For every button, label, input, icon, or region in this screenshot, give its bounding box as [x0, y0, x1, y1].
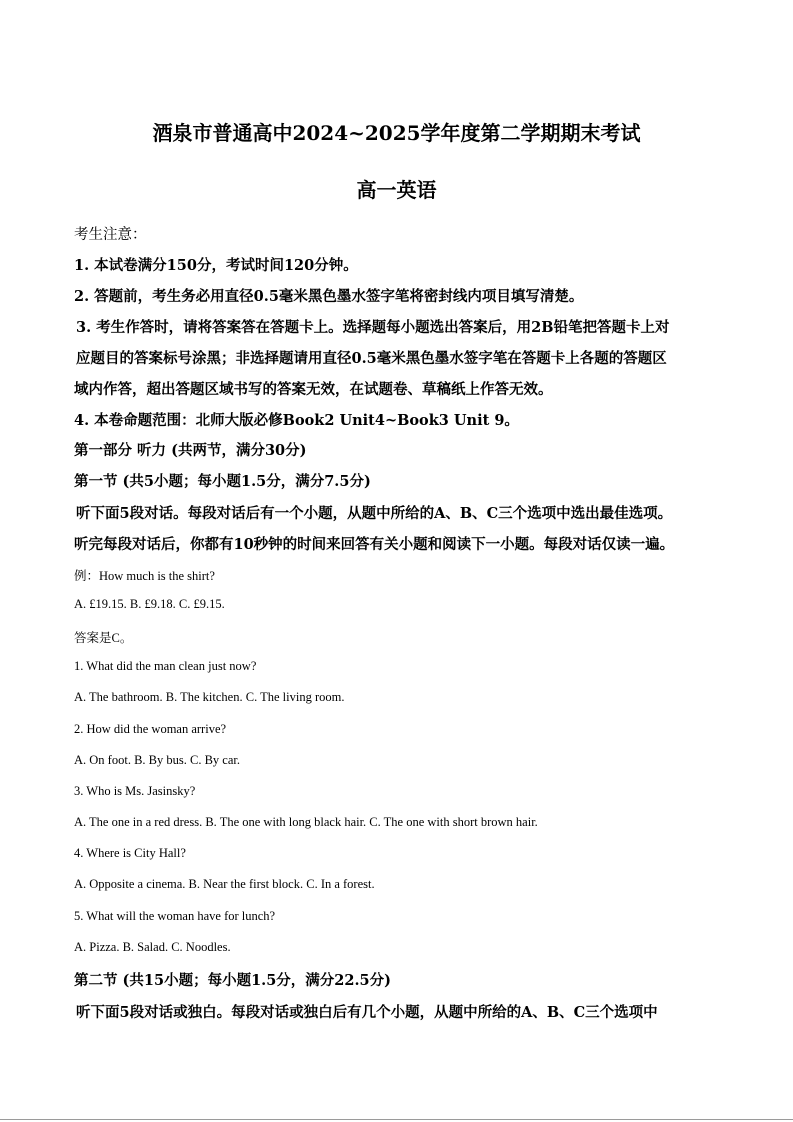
- notice-heading: 考生注意：: [74, 227, 147, 243]
- question-3-options: A. The one in a red dress. B. The one with long black hair. C. The one with short brown hair.: [74, 815, 538, 829]
- section-2-heading: 第二节 (共15小题；每小题1.5分，满分22.5分): [74, 972, 391, 989]
- notice-item-3-line-3: 域内作答，超出答题区域书写的答案无效，在试题卷、草稿纸上作答无效。: [74, 381, 553, 398]
- question-1: 1. What did the man clean just now?: [74, 659, 257, 673]
- question-2: 2. How did the woman arrive?: [74, 722, 227, 736]
- exam-title: 酒泉市普通高中2024~2025学年度第二学期期末考试: [152, 121, 641, 145]
- exam-subject: 高一英语: [356, 178, 437, 202]
- notice-item-1: 1. 本试卷满分150分，考试时间120分钟。: [74, 257, 358, 274]
- example-options: A. £19.15. B. £9.18. C. £9.15.: [74, 597, 225, 611]
- example-question: 例：How much is the shirt?: [74, 569, 215, 583]
- question-4-options: A. Opposite a cinema. B. Near the first block. C. In a forest.: [74, 877, 375, 891]
- question-4: 4. Where is City Hall?: [74, 846, 186, 860]
- page-bottom-rule: [0, 1119, 793, 1120]
- part-1-heading: 第一部分 听力 (共两节，满分30分): [74, 442, 307, 459]
- section-1-instruction-line-1: 听下面5段对话。每段对话后有一个小题，从题中所给的A、B、C三个选项中选出最佳选项。: [76, 505, 673, 522]
- section-1-heading: 第一节 (共5小题；每小题1.5分，满分7.5分): [74, 473, 371, 490]
- notice-item-2: 2. 答题前，考生务必用直径0.5毫米黑色墨水签字笔将密封线内项目填写清楚。: [74, 288, 584, 305]
- notice-item-3-line-2: 应题目的答案标号涂黑；非选择题请用直径0.5毫米黑色墨水签字笔在答题卡上各题的答题区: [76, 350, 667, 367]
- question-5: 5. What will the woman have for lunch?: [74, 909, 276, 923]
- question-1-options: A. The bathroom. B. The kitchen. C. The living room.: [74, 690, 345, 704]
- section-1-instruction-line-2: 听完每段对话后，你都有10秒钟的时间来回答有关小题和阅读下一小题。每段对话仅读一遍。: [74, 536, 675, 553]
- section-2-instruction-line-1: 听下面5段对话或独白。每段对话或独白后有几个小题，从题中所给的A、B、C三个选项中: [76, 1004, 658, 1021]
- example-answer: 答案是C。: [74, 631, 133, 645]
- question-2-options: A. On foot. B. By bus. C. By car.: [74, 753, 240, 767]
- notice-item-4: 4. 本卷命题范围：北师大版必修Book2 Unit4~Book3 Unit 9。: [74, 412, 519, 429]
- question-3: 3. Who is Ms. Jasinsky?: [74, 784, 196, 798]
- notice-item-3-line-1: 3. 考生作答时，请将答案答在答题卡上。选择题每小题选出答案后，用2B铅笔把答题卡上对: [76, 319, 670, 336]
- question-5-options: A. Pizza. B. Salad. C. Noodles.: [74, 940, 231, 954]
